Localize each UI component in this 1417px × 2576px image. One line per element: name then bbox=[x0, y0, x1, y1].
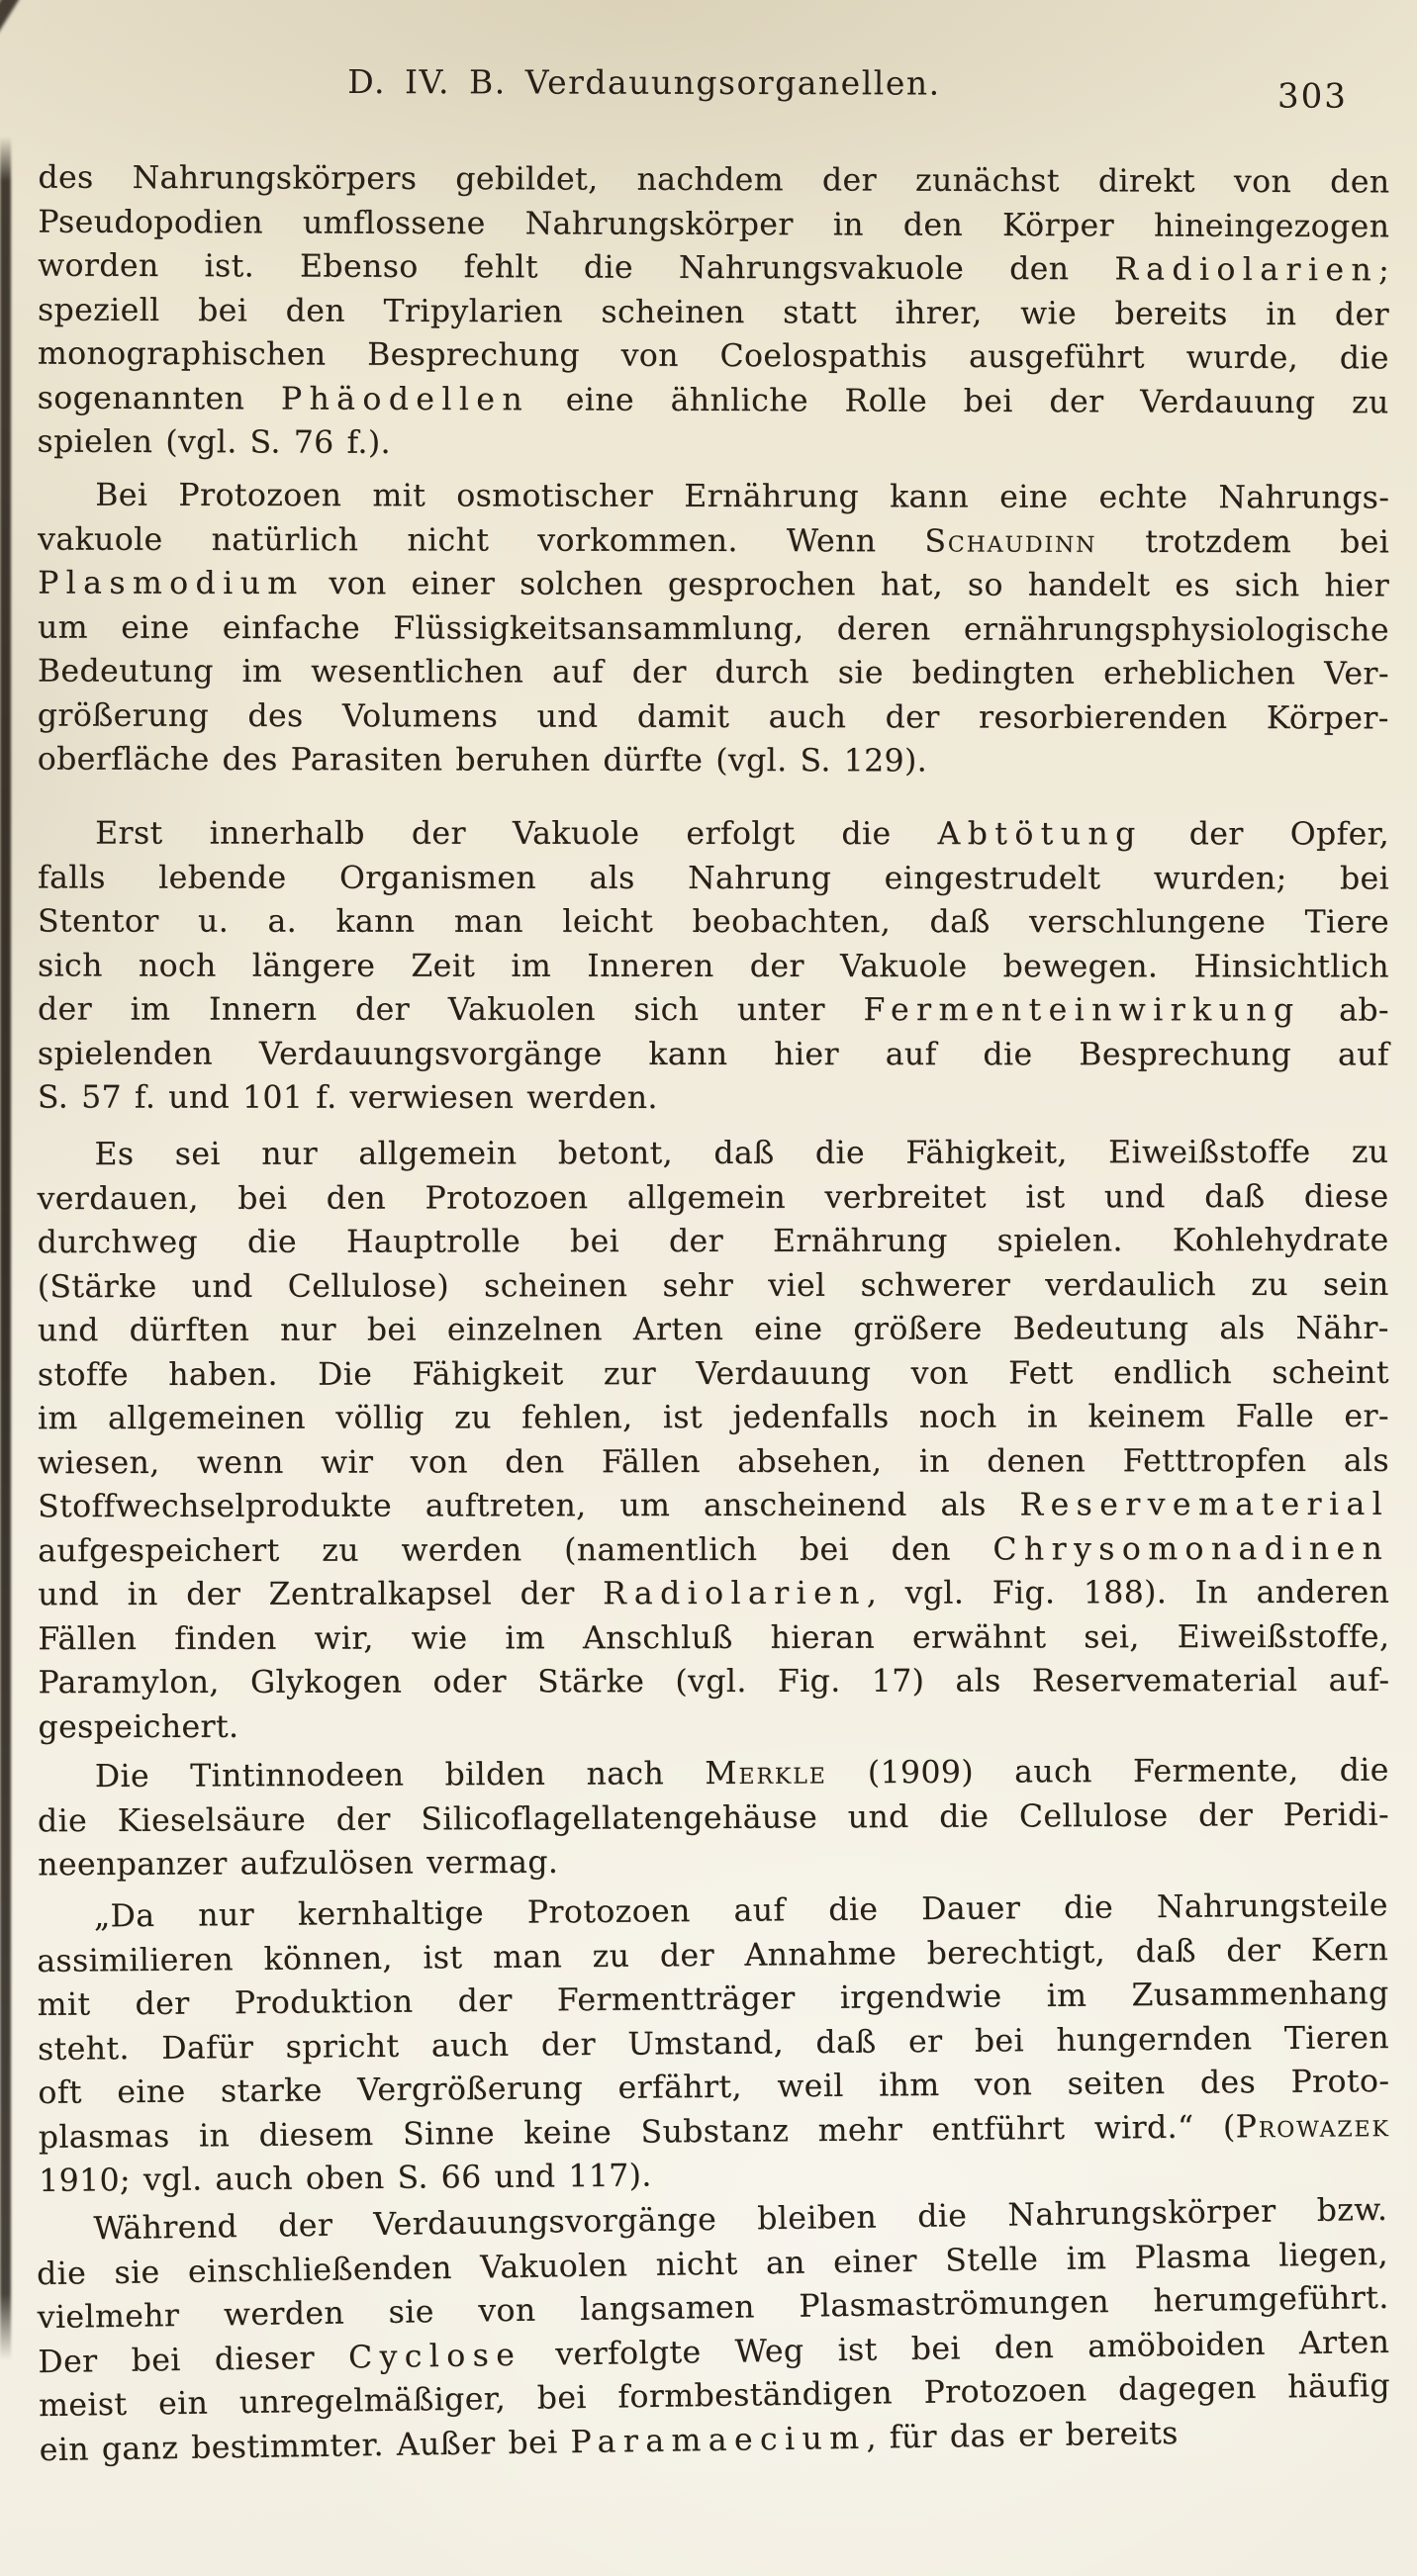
text-segment: durchweg die Hauptrolle bei der Ernährung spielen. Kohlehydrate bbox=[37, 1222, 1389, 1260]
text-segment: Stoffwechselprodukte auftreten, um anscheinend als bbox=[38, 1486, 1020, 1524]
text-segment: 1910; vgl. auch oben S. 66 und 117). bbox=[39, 2158, 652, 2199]
text-segment: ab- bbox=[1300, 992, 1389, 1029]
text-segment: verfolgte Weg ist bei den amöboiden Arten bbox=[520, 2323, 1390, 2372]
text-segment: falls lebende Organismen als Nahrung eingestrudelt wurden; bei bbox=[38, 860, 1390, 896]
paragraph bbox=[37, 1130, 1389, 1748]
text-segment: die sie einschließenden Vakuolen nicht an einer Stelle im Plasma liegen, bbox=[36, 2235, 1389, 2292]
text-line bbox=[38, 856, 1389, 900]
text-segment: der Opfer, bbox=[1142, 816, 1390, 853]
text-line bbox=[38, 1394, 1389, 1440]
page-header bbox=[0, 0, 1417, 117]
text-line bbox=[38, 288, 1389, 336]
letterspaced-term: Paramaecium bbox=[570, 2419, 867, 2460]
text-line bbox=[37, 1130, 1388, 1176]
text-line bbox=[38, 1262, 1389, 1309]
text-segment: aufgespeichert zu werden (namentlich bei den bbox=[38, 1530, 993, 1569]
text-segment: ; bbox=[1378, 252, 1390, 289]
text-line bbox=[38, 649, 1389, 695]
text-line bbox=[38, 1482, 1389, 1528]
text-segment: oberfläche des Parasiten beruhen dürfte (vgl. S. 129). bbox=[37, 741, 928, 779]
text-line bbox=[38, 1658, 1389, 1704]
paragraph bbox=[38, 1748, 1390, 1886]
text-segment: sogenannten bbox=[37, 380, 281, 416]
text-line bbox=[38, 1836, 1389, 1886]
text-segment: mit der Produktion der Fermentträger irgendwie im Zusammenhang bbox=[37, 1976, 1389, 2023]
text-line bbox=[38, 156, 1389, 205]
text-segment: Es sei nur allgemein betont, daß die Fähigkeit, Eiweißstoffe zu bbox=[94, 1134, 1389, 1172]
letterspaced-term: Plasmodium bbox=[38, 565, 305, 601]
text-line bbox=[38, 376, 1389, 424]
text-line bbox=[38, 693, 1389, 740]
paragraph bbox=[37, 1884, 1391, 2203]
text-segment: speziell bei den Tripylarien scheinen statt ihrer, wie bereits in der bbox=[37, 292, 1390, 332]
text-segment: monographischen Besprechung von Coelospathis ausgeführt wurde, die bbox=[37, 335, 1389, 377]
text-line bbox=[38, 1702, 1389, 1749]
text-segment: , für das er bereits bbox=[866, 2415, 1179, 2455]
text-segment: Paramylon, Glykogen oder Stärke (vgl. Fig. 17) als Reservematerial auf- bbox=[38, 1662, 1390, 1701]
letterspaced-term: Phäodellen bbox=[280, 380, 530, 417]
text-line bbox=[38, 1526, 1389, 1573]
text-segment: spielen (vgl. S. 76 f.). bbox=[37, 423, 392, 461]
author-name: Merkle bbox=[705, 1754, 827, 1792]
text-segment: um eine einfache Flüssigkeitsansammlung, deren ernährungsphysiologische bbox=[37, 608, 1390, 648]
letterspaced-term: Reservematerial bbox=[1019, 1486, 1390, 1522]
text-line bbox=[38, 1570, 1389, 1616]
text-line bbox=[38, 1438, 1389, 1485]
text-segment: wiesen, wenn wir von den Fällen absehen, in denen Fetttropfen als bbox=[38, 1441, 1390, 1481]
text-segment: Der bei dieser bbox=[38, 2339, 349, 2380]
paragraph bbox=[37, 156, 1389, 469]
text-segment: Bedeutung im wesentlichen auf der durch sie bedingten erheblichen Ver- bbox=[37, 653, 1389, 691]
text-line bbox=[38, 944, 1389, 988]
text-segment: spielenden Verdauungsvorgänge kann hier auf die Besprechung auf bbox=[37, 1036, 1389, 1072]
text-line bbox=[38, 605, 1389, 652]
text-segment: trotzdem bei bbox=[1096, 522, 1390, 560]
text-line bbox=[38, 244, 1389, 293]
text-line bbox=[37, 420, 1388, 469]
text-segment: „Da nur kernhaltige Protozoen auf die Dauer die Nahrungsteile bbox=[93, 1887, 1388, 1935]
text-line bbox=[38, 1218, 1389, 1264]
paragraph bbox=[38, 812, 1389, 1121]
text-block bbox=[0, 109, 1417, 2468]
text-segment: Erst innerhalb der Vakuole erfolgt die bbox=[95, 815, 938, 853]
text-segment: Fällen finden wir, wie im Anschluß hieran erwähnt sei, Eiweißstoffe, bbox=[38, 1617, 1390, 1657]
text-segment: größerung des Volumens und damit auch der resorbierenden Körper- bbox=[37, 696, 1389, 736]
text-segment: gespeichert. bbox=[38, 1707, 239, 1745]
letterspaced-term: Cyclose bbox=[347, 2336, 522, 2375]
scan-edge-shadow bbox=[0, 137, 11, 2360]
text-line bbox=[38, 1174, 1389, 1221]
text-segment: des Nahrungskörpers gebildet, nachdem der zunächst direkt von den bbox=[38, 159, 1390, 201]
text-segment: oft eine starke Vergrößerung erfährt, weil ihm von seiten des Proto- bbox=[38, 2064, 1390, 2111]
author-name: Schaudinn bbox=[924, 522, 1097, 559]
text-segment: Stentor u. a. kann man leicht beobachten, daß verschlungene Tiere bbox=[38, 903, 1390, 941]
running-head: D. IV. B. Verdauungsorganellen. bbox=[347, 62, 941, 103]
text-segment: und dürften nur bei einzelnen Arten eine größere Bedeutung als Nähr- bbox=[37, 1310, 1389, 1348]
text-segment: Pseudopodien umflossene Nahrungskörper in den Körper hineingezogen bbox=[38, 204, 1390, 244]
text-segment: im allgemeinen völlig zu fehlen, ist jedenfalls noch in keinem Falle er- bbox=[37, 1398, 1389, 1436]
letterspaced-term: Radiolarien bbox=[603, 1575, 867, 1611]
text-segment: eine ähnliche Rolle bei der Verdauung zu bbox=[529, 381, 1389, 420]
text-line bbox=[38, 988, 1389, 1033]
text-segment: S. 57 f. und 101 f. verwiesen werden. bbox=[37, 1079, 658, 1116]
text-line bbox=[38, 1350, 1389, 1397]
text-line bbox=[38, 200, 1389, 248]
text-segment: von einer solchen gesprochen hat, so handelt es sich hier bbox=[304, 565, 1390, 603]
text-line bbox=[38, 561, 1389, 607]
text-line bbox=[38, 473, 1389, 519]
text-segment: (Stärke und Cellulose) scheinen sehr viel schwerer verdaulich zu sein bbox=[37, 1265, 1389, 1305]
text-segment: ein ganz bestimmter. Außer bei bbox=[39, 2424, 571, 2468]
text-segment: Bei Protozoen mit osmotischer Ernährung kann eine echte Nahrungs- bbox=[95, 477, 1390, 515]
text-segment: vakuole natürlich nicht vorkommen. Wenn bbox=[38, 520, 925, 559]
paragraph bbox=[36, 2187, 1391, 2471]
letterspaced-term: Fermenteinwirkung bbox=[863, 992, 1301, 1029]
page-number: 303 bbox=[1276, 76, 1348, 117]
text-segment: verdauen, bei den Protozoen allgemein verbreitet ist und daß diese bbox=[37, 1177, 1389, 1217]
text-segment: vielmehr werden sie von langsamen Plasmaströmungen herumgeführt. bbox=[37, 2279, 1389, 2336]
text-segment: neenpanzer aufzulösen vermag. bbox=[38, 1844, 559, 1883]
letterspaced-term: Chrysomonadinen bbox=[992, 1529, 1390, 1567]
text-segment: (1909) auch Fermente, die bbox=[826, 1752, 1389, 1791]
text-segment: assimilieren können, ist man zu der Annahme berechtigt, daß der Kern bbox=[37, 1931, 1389, 1979]
author-name: Prowazek bbox=[1235, 2107, 1390, 2145]
text-line bbox=[38, 737, 1389, 783]
text-segment: die Kieselsäure der Silicoflagellatengehäuse und die Cellulose der Peridi- bbox=[37, 1795, 1390, 1839]
text-segment: und in der Zentralkapsel der bbox=[38, 1575, 604, 1612]
text-line bbox=[38, 1306, 1389, 1352]
text-segment: der im Innern der Vakuolen sich unter bbox=[37, 991, 864, 1029]
text-segment: worden ist. Ebenso fehlt die Nahrungsvakuole den bbox=[38, 247, 1115, 288]
text-segment: stoffe haben. Die Fähigkeit zur Verdauung von Fett endlich scheint bbox=[37, 1353, 1389, 1393]
text-line bbox=[38, 900, 1389, 945]
paragraph bbox=[38, 473, 1390, 783]
letterspaced-term: Radiolarien bbox=[1114, 251, 1379, 289]
text-segment: , vgl. Fig. 188). In anderen bbox=[866, 1574, 1390, 1611]
text-line bbox=[38, 1748, 1389, 1798]
text-segment: Die Tintinnodeen bilden nach bbox=[94, 1755, 706, 1794]
text-line bbox=[38, 1032, 1389, 1076]
text-segment: meist ein unregelmäßiger, bei formbeständigen Protozoen dagegen häufig bbox=[38, 2367, 1391, 2424]
letterspaced-term: Abtötung bbox=[937, 816, 1143, 853]
text-line bbox=[38, 1614, 1389, 1661]
text-line bbox=[38, 517, 1389, 564]
text-line bbox=[38, 1793, 1389, 1843]
text-line bbox=[38, 812, 1389, 857]
text-line bbox=[38, 332, 1389, 381]
text-segment: Während der Verdauungsvorgänge bleiben die Nahrungskörper bzw. bbox=[93, 2191, 1388, 2247]
text-segment: plasmas in diesem Sinne keine Substanz mehr entführt wird.“ ( bbox=[38, 2108, 1236, 2156]
text-line bbox=[38, 1076, 1389, 1121]
text-segment: sich noch längere Zeit im Inneren der Vakuole bewegen. Hinsichtlich bbox=[37, 948, 1390, 984]
text-segment: steht. Dafür spricht auch der Umstand, daß er bei hungernden Tieren bbox=[37, 2019, 1390, 2068]
